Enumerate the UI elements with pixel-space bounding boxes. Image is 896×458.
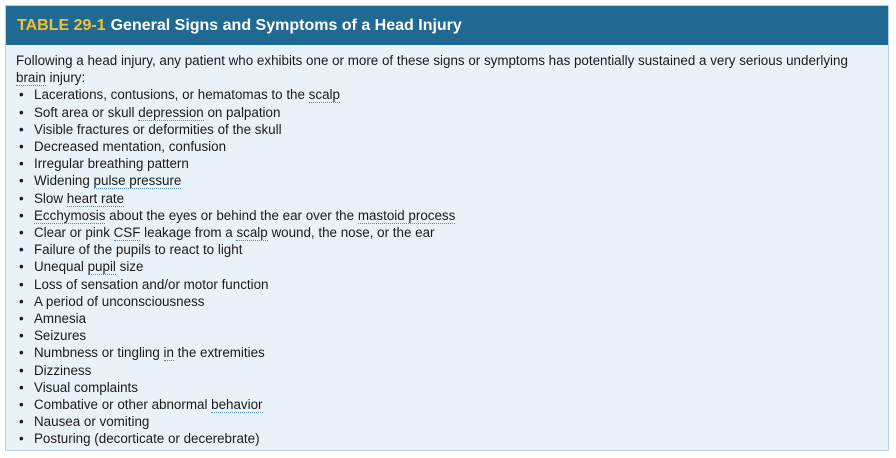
list-item bbox=[16, 413, 878, 430]
list-item bbox=[16, 241, 878, 258]
text-segment: Unequal bbox=[34, 259, 88, 275]
text-segment: Soft area or skull bbox=[34, 104, 139, 120]
bullet-icon: • bbox=[19, 121, 24, 137]
text-segment: Visual complaints bbox=[34, 379, 138, 395]
glossary-term-link[interactable]: scalp bbox=[236, 225, 268, 241]
text-segment: Seizures bbox=[34, 328, 87, 344]
text-segment: Nausea or vomiting bbox=[34, 414, 150, 430]
bullet-icon: • bbox=[19, 362, 24, 378]
list-item bbox=[16, 172, 878, 189]
list-item bbox=[16, 327, 878, 344]
bullet-icon: • bbox=[19, 156, 24, 172]
bullet-icon: • bbox=[19, 276, 24, 292]
glossary-term-link[interactable]: in bbox=[163, 345, 174, 361]
bullet-icon: • bbox=[19, 242, 24, 258]
text-segment: Irregular breathing pattern bbox=[34, 156, 189, 172]
bullet-icon: • bbox=[19, 190, 24, 206]
list-item bbox=[16, 344, 878, 361]
text-segment: Slow bbox=[34, 190, 67, 206]
text-segment: Clear or pink bbox=[34, 225, 114, 241]
glossary-term-link[interactable]: mastoid process bbox=[357, 207, 456, 223]
bullet-icon: • bbox=[19, 379, 24, 395]
list-item bbox=[16, 379, 878, 396]
table-number: TABLE 29-1 bbox=[17, 16, 106, 34]
text-segment: the extremities bbox=[173, 345, 265, 361]
bullet-icon: • bbox=[19, 345, 24, 361]
list-item bbox=[16, 430, 878, 447]
text-segment: Numbness or tingling bbox=[34, 345, 164, 361]
glossary-term-link[interactable]: Ecchymosis bbox=[34, 207, 106, 223]
list-item bbox=[16, 155, 878, 172]
bullet-icon: • bbox=[19, 225, 24, 241]
list-item bbox=[16, 293, 878, 310]
list-item bbox=[16, 276, 878, 293]
text-segment: Combative or other abnormal bbox=[34, 397, 212, 413]
bullet-icon: • bbox=[19, 431, 24, 447]
glossary-term-link[interactable]: depression bbox=[138, 104, 204, 120]
list-item bbox=[16, 310, 878, 327]
list-item bbox=[16, 207, 878, 224]
text-segment: Dizziness bbox=[34, 362, 92, 378]
text-segment: Posturing (decorticate or decerebrate) bbox=[34, 431, 260, 447]
text-segment: Widening bbox=[34, 173, 94, 189]
bullet-icon: • bbox=[19, 397, 24, 413]
table-header bbox=[6, 6, 888, 45]
list-item bbox=[16, 258, 878, 275]
bullet-icon: • bbox=[19, 259, 24, 275]
bullet-icon: • bbox=[19, 311, 24, 327]
list-item bbox=[16, 224, 878, 241]
list-item bbox=[16, 86, 878, 103]
text-segment: wound, the nose, or the ear bbox=[267, 225, 435, 241]
bullet-icon: • bbox=[19, 414, 24, 430]
text-segment: Lacerations, contusions, or hematomas to the bbox=[34, 87, 309, 103]
text-segment: on palpation bbox=[203, 104, 281, 120]
table-panel bbox=[5, 5, 889, 451]
text-segment: injury: bbox=[45, 70, 86, 86]
bullet-icon: • bbox=[19, 293, 24, 309]
glossary-term-link[interactable]: CSF bbox=[113, 225, 141, 241]
text-segment: size bbox=[115, 259, 144, 275]
text-segment: Amnesia bbox=[34, 311, 87, 327]
text-segment: Following a head injury, any patient who exhibits one or more of these signs or symptoms has potentially sustained a very serious underlying bbox=[16, 53, 848, 68]
bullet-icon: • bbox=[19, 87, 24, 103]
text-segment: Failure of the pupils to react to light bbox=[34, 242, 243, 258]
intro-text bbox=[16, 52, 878, 86]
glossary-term-link[interactable]: scalp bbox=[308, 87, 340, 103]
bullet-icon: • bbox=[19, 139, 24, 155]
signs-list bbox=[16, 86, 878, 447]
glossary-term-link[interactable]: pulse pressure bbox=[93, 173, 182, 189]
list-item bbox=[16, 138, 878, 155]
bullet-icon: • bbox=[19, 328, 24, 344]
glossary-term-link[interactable]: behavior bbox=[211, 397, 263, 413]
bullet-icon: • bbox=[19, 207, 24, 223]
text-segment: leakage from a bbox=[140, 225, 237, 241]
list-item bbox=[16, 121, 878, 138]
glossary-term-link[interactable]: heart rate bbox=[66, 190, 125, 206]
list-item bbox=[16, 190, 878, 207]
bullet-icon: • bbox=[19, 104, 24, 120]
text-segment: A period of unconsciousness bbox=[34, 293, 205, 309]
glossary-term-link[interactable]: pupil bbox=[87, 259, 116, 275]
table-title: General Signs and Symptoms of a Head Injury bbox=[110, 16, 462, 34]
list-item bbox=[16, 362, 878, 379]
glossary-term-link[interactable]: brain bbox=[16, 70, 46, 86]
bullet-icon: • bbox=[19, 173, 24, 189]
list-item bbox=[16, 104, 878, 121]
list-item bbox=[16, 396, 878, 413]
table-body bbox=[6, 45, 888, 448]
text-segment: Visible fractures or deformities of the skull bbox=[34, 121, 282, 137]
text-segment: about the eyes or behind the ear over the bbox=[105, 207, 358, 223]
text-segment: Loss of sensation and/or motor function bbox=[34, 276, 269, 292]
text-segment: Decreased mentation, confusion bbox=[34, 139, 227, 155]
